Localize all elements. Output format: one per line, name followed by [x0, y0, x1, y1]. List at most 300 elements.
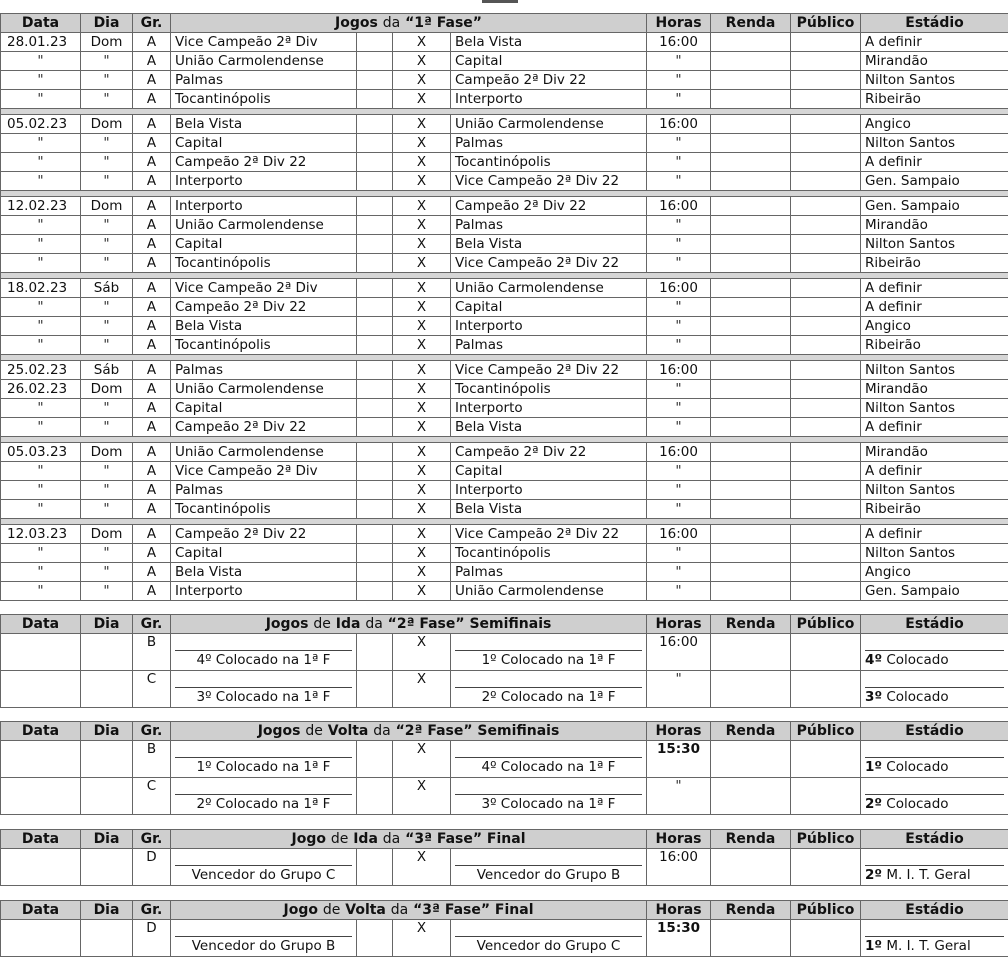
renda-value — [711, 336, 791, 355]
away-team: Interporto — [451, 481, 647, 500]
versus-mark: X — [393, 153, 451, 172]
publico-value — [791, 920, 861, 957]
phase1-title-part: Jogos — [335, 14, 378, 31]
match-group: A — [133, 500, 171, 519]
stadium-name: A definir — [861, 153, 1008, 172]
match-date: " — [1, 317, 81, 336]
spacer-cell — [357, 197, 393, 216]
spacer-cell — [357, 481, 393, 500]
spacer-cell — [357, 298, 393, 317]
match-day: " — [81, 317, 133, 336]
spacer-cell — [357, 380, 393, 399]
stadium-name: A definir — [861, 418, 1008, 437]
table-row — [1, 741, 1008, 778]
table-row — [1, 849, 1008, 886]
phase3-volta-title-part: da — [390, 901, 409, 918]
match-date: " — [1, 216, 81, 235]
match-group: D — [133, 920, 171, 957]
publico-value — [791, 399, 861, 418]
stadium-name: Mirandão — [861, 216, 1008, 235]
phase3-volta-title-part: Volta — [345, 901, 386, 918]
versus-mark: X — [393, 336, 451, 355]
versus-mark: X — [393, 778, 451, 815]
table-row — [1, 235, 1008, 254]
col-horas-header: Horas — [647, 615, 711, 634]
table-row — [1, 134, 1008, 153]
away-team: União Carmolendense — [451, 582, 647, 601]
match-date — [1, 920, 81, 957]
away-team: Palmas — [451, 134, 647, 153]
spacer-cell — [357, 279, 393, 298]
match-day: " — [81, 134, 133, 153]
away-team: Capital — [451, 462, 647, 481]
match-time: " — [647, 71, 711, 90]
phase2-ida-title-part: “2ª Fase” Semifinais — [387, 615, 552, 632]
match-day — [81, 920, 133, 957]
versus-mark: X — [393, 849, 451, 886]
phase2-ida-title-part: Ida — [335, 615, 361, 632]
match-group: B — [133, 634, 171, 671]
match-date: " — [1, 481, 81, 500]
phase2-ida-title — [171, 615, 647, 634]
col-gr-header: Gr. — [133, 14, 171, 33]
home-team: Tocantinópolis — [171, 500, 357, 519]
col-publico-header: Público — [791, 14, 861, 33]
match-time: " — [647, 778, 711, 815]
match-time: 16:00 — [647, 849, 711, 886]
home-team-cell — [171, 849, 357, 886]
col-gr-header: Gr. — [133, 722, 171, 741]
phase2-volta-title-part: de — [305, 722, 323, 739]
home-team: Vencedor do Grupo B — [175, 936, 352, 955]
col-horas-header: Horas — [647, 901, 711, 920]
match-date: 12.03.23 — [1, 525, 81, 544]
match-group: A — [133, 380, 171, 399]
renda-value — [711, 741, 791, 778]
col-horas-header: Horas — [647, 830, 711, 849]
phase2-ida-title-part: Jogos — [265, 615, 309, 632]
col-renda-header: Renda — [711, 14, 791, 33]
spacer-cell — [357, 115, 393, 134]
match-group: A — [133, 134, 171, 153]
match-date: " — [1, 336, 81, 355]
home-team: Bela Vista — [171, 115, 357, 134]
versus-mark: X — [393, 134, 451, 153]
spacer-cell — [357, 462, 393, 481]
versus-mark: X — [393, 115, 451, 134]
phase1-title-part: “1ª Fase” — [405, 14, 482, 31]
renda-value — [711, 153, 791, 172]
away-team-cell — [451, 849, 647, 886]
match-date: " — [1, 52, 81, 71]
phase2-volta-table — [0, 721, 1008, 815]
top-mark — [482, 0, 518, 3]
stadium-name: A definir — [861, 462, 1008, 481]
col-estadio-header: Estádio — [861, 615, 1008, 634]
stadium-label: Colocado — [882, 796, 949, 812]
col-gr-header: Gr. — [133, 615, 171, 634]
phase3-ida-title-part: Jogo — [291, 830, 326, 847]
match-day: Sáb — [81, 279, 133, 298]
match-time: 16:00 — [647, 33, 711, 52]
away-team: Vencedor do Grupo B — [455, 865, 642, 884]
publico-value — [791, 741, 861, 778]
away-team: Campeão 2ª Div 22 — [451, 443, 647, 462]
match-group: A — [133, 115, 171, 134]
renda-value — [711, 298, 791, 317]
versus-mark: X — [393, 216, 451, 235]
away-team: Capital — [451, 52, 647, 71]
match-group: A — [133, 582, 171, 601]
renda-value — [711, 481, 791, 500]
col-renda-header: Renda — [711, 830, 791, 849]
spacer-cell — [357, 544, 393, 563]
match-group: A — [133, 481, 171, 500]
stadium-name: Gen. Sampaio — [861, 172, 1008, 191]
match-time: 16:00 — [647, 115, 711, 134]
away-team: 4º Colocado na 1ª F — [455, 757, 642, 776]
match-time: " — [647, 235, 711, 254]
publico-value — [791, 544, 861, 563]
away-team: União Carmolendense — [451, 279, 647, 298]
stadium-name: Ribeirão — [861, 254, 1008, 273]
col-renda-header: Renda — [711, 615, 791, 634]
away-team: Interporto — [451, 317, 647, 336]
stadium-name — [865, 687, 1004, 706]
home-team: Palmas — [171, 481, 357, 500]
match-day: " — [81, 254, 133, 273]
match-date — [1, 634, 81, 671]
home-team: Capital — [171, 544, 357, 563]
versus-mark: X — [393, 741, 451, 778]
match-group: A — [133, 336, 171, 355]
phase3-volta-header-row — [1, 901, 1008, 920]
phase1-table — [0, 13, 1008, 601]
table-row — [1, 361, 1008, 380]
publico-value — [791, 361, 861, 380]
stadium-name: Gen. Sampaio — [861, 197, 1008, 216]
versus-mark: X — [393, 920, 451, 957]
match-day: " — [81, 399, 133, 418]
publico-value — [791, 298, 861, 317]
match-time: " — [647, 462, 711, 481]
home-team: Capital — [171, 235, 357, 254]
versus-mark: X — [393, 544, 451, 563]
renda-value — [711, 418, 791, 437]
publico-value — [791, 500, 861, 519]
table-row — [1, 317, 1008, 336]
match-group: A — [133, 71, 171, 90]
renda-value — [711, 399, 791, 418]
away-team: Tocantinópolis — [451, 153, 647, 172]
stadium-label: Colocado — [882, 759, 949, 775]
versus-mark: X — [393, 317, 451, 336]
match-day — [81, 671, 133, 708]
home-team: Capital — [171, 134, 357, 153]
match-time: " — [647, 153, 711, 172]
match-day — [81, 741, 133, 778]
renda-value — [711, 90, 791, 109]
stadium-name — [865, 794, 1004, 813]
stadium-name: A definir — [861, 298, 1008, 317]
versus-mark: X — [393, 462, 451, 481]
match-date: " — [1, 172, 81, 191]
match-time: " — [647, 254, 711, 273]
spacer-cell — [357, 443, 393, 462]
publico-value — [791, 90, 861, 109]
stadium-name: Angico — [861, 317, 1008, 336]
stadium-name: Nilton Santos — [861, 361, 1008, 380]
match-group: A — [133, 197, 171, 216]
match-group: A — [133, 462, 171, 481]
versus-mark: X — [393, 582, 451, 601]
match-date: 12.02.23 — [1, 197, 81, 216]
versus-mark: X — [393, 399, 451, 418]
match-group: A — [133, 443, 171, 462]
versus-mark: X — [393, 235, 451, 254]
spacer-cell — [357, 336, 393, 355]
match-group: A — [133, 279, 171, 298]
publico-value — [791, 462, 861, 481]
away-team: Campeão 2ª Div 22 — [451, 71, 647, 90]
away-team: Palmas — [451, 563, 647, 582]
versus-mark: X — [393, 197, 451, 216]
home-team: Palmas — [171, 71, 357, 90]
versus-mark: X — [393, 671, 451, 708]
away-team: Palmas — [451, 216, 647, 235]
renda-value — [711, 462, 791, 481]
stadium-label: Colocado — [882, 652, 949, 668]
match-group: C — [133, 671, 171, 708]
match-group: A — [133, 235, 171, 254]
spacer-cell — [357, 134, 393, 153]
stadium-name: Nilton Santos — [861, 481, 1008, 500]
home-team: 1º Colocado na 1ª F — [175, 757, 352, 776]
col-data-header: Data — [1, 14, 81, 33]
away-team: Bela Vista — [451, 418, 647, 437]
match-date: " — [1, 134, 81, 153]
table-row — [1, 671, 1008, 708]
home-team: Bela Vista — [171, 317, 357, 336]
phase3-ida-table — [0, 829, 1008, 886]
home-team: 2º Colocado na 1ª F — [175, 794, 352, 813]
away-team: Vice Campeão 2ª Div 22 — [451, 172, 647, 191]
renda-value — [711, 115, 791, 134]
match-date — [1, 741, 81, 778]
publico-value — [791, 33, 861, 52]
table-row — [1, 462, 1008, 481]
versus-mark: X — [393, 172, 451, 191]
match-day: Dom — [81, 443, 133, 462]
table-row — [1, 481, 1008, 500]
match-date: " — [1, 544, 81, 563]
versus-mark: X — [393, 298, 451, 317]
away-team-cell — [451, 778, 647, 815]
match-date: " — [1, 254, 81, 273]
phase1-title — [171, 14, 647, 33]
home-team: União Carmolendense — [171, 443, 357, 462]
match-time: " — [647, 399, 711, 418]
home-team: Tocantinópolis — [171, 254, 357, 273]
match-group: A — [133, 525, 171, 544]
table-row — [1, 544, 1008, 563]
col-gr-header: Gr. — [133, 830, 171, 849]
stadium-name: A definir — [861, 525, 1008, 544]
table-row — [1, 525, 1008, 544]
phase2-ida-header-row — [1, 615, 1008, 634]
table-row — [1, 418, 1008, 437]
match-day: " — [81, 481, 133, 500]
col-gr-header: Gr. — [133, 901, 171, 920]
publico-value — [791, 71, 861, 90]
spacer-cell — [357, 172, 393, 191]
publico-value — [791, 235, 861, 254]
stadium-rank: 1º — [865, 759, 883, 775]
match-time: 16:00 — [647, 443, 711, 462]
match-date: 18.02.23 — [1, 279, 81, 298]
away-team-cell — [451, 920, 647, 957]
phase3-volta-table — [0, 900, 1008, 957]
stadium-name: Nilton Santos — [861, 134, 1008, 153]
spacer-cell — [357, 90, 393, 109]
renda-value — [711, 920, 791, 957]
phase3-volta-title-part: “3ª Fase” Final — [413, 901, 534, 918]
match-time: " — [647, 380, 711, 399]
spacer-cell — [357, 500, 393, 519]
match-time: " — [647, 134, 711, 153]
match-group: A — [133, 399, 171, 418]
match-day: Dom — [81, 197, 133, 216]
versus-mark: X — [393, 418, 451, 437]
match-time: " — [647, 216, 711, 235]
away-team: Bela Vista — [451, 33, 647, 52]
match-group: C — [133, 778, 171, 815]
home-team: 3º Colocado na 1ª F — [175, 687, 352, 706]
publico-value — [791, 153, 861, 172]
col-dia-header: Dia — [81, 14, 133, 33]
spacer-cell — [357, 361, 393, 380]
match-day: Sáb — [81, 361, 133, 380]
publico-value — [791, 115, 861, 134]
table-row — [1, 172, 1008, 191]
versus-mark: X — [393, 279, 451, 298]
phase1-title-part: da — [382, 14, 401, 31]
match-day: Dom — [81, 525, 133, 544]
spacer-cell — [357, 317, 393, 336]
spacer-cell — [357, 525, 393, 544]
versus-mark: X — [393, 361, 451, 380]
spacer-cell — [357, 399, 393, 418]
stadium-name: Nilton Santos — [861, 71, 1008, 90]
match-time: 16:00 — [647, 197, 711, 216]
publico-value — [791, 172, 861, 191]
publico-value — [791, 418, 861, 437]
match-day: " — [81, 153, 133, 172]
match-date: 05.02.23 — [1, 115, 81, 134]
spacer-cell — [357, 254, 393, 273]
spacer-cell — [357, 849, 393, 886]
home-team: Capital — [171, 399, 357, 418]
stadium-name: Nilton Santos — [861, 235, 1008, 254]
match-time: 16:00 — [647, 279, 711, 298]
publico-value — [791, 671, 861, 708]
match-time: " — [647, 317, 711, 336]
phase3-volta-title-part: de — [322, 901, 341, 918]
match-time: 16:00 — [647, 634, 711, 671]
away-team: Interporto — [451, 399, 647, 418]
match-time: " — [647, 481, 711, 500]
stadium-name: Ribeirão — [861, 90, 1008, 109]
renda-value — [711, 500, 791, 519]
home-team-cell — [171, 671, 357, 708]
renda-value — [711, 134, 791, 153]
stadium-label: M. I. T. Geral — [882, 867, 971, 883]
versus-mark: X — [393, 90, 451, 109]
versus-mark: X — [393, 71, 451, 90]
away-team: 3º Colocado na 1ª F — [455, 794, 642, 813]
renda-value — [711, 197, 791, 216]
publico-value — [791, 254, 861, 273]
table-row — [1, 920, 1008, 957]
table-row — [1, 216, 1008, 235]
away-team: Bela Vista — [451, 500, 647, 519]
stadium-name: Mirandão — [861, 52, 1008, 71]
home-team: Tocantinópolis — [171, 336, 357, 355]
stadium-name: A definir — [861, 33, 1008, 52]
away-team: Bela Vista — [451, 235, 647, 254]
match-group: A — [133, 216, 171, 235]
away-team-cell — [451, 671, 647, 708]
publico-value — [791, 52, 861, 71]
col-data-header: Data — [1, 901, 81, 920]
col-renda-header: Renda — [711, 901, 791, 920]
renda-value — [711, 52, 791, 71]
renda-value — [711, 254, 791, 273]
spacer-cell — [357, 216, 393, 235]
match-group: A — [133, 153, 171, 172]
away-team: Vice Campeão 2ª Div 22 — [451, 525, 647, 544]
match-time: " — [647, 336, 711, 355]
match-date: " — [1, 462, 81, 481]
match-date: " — [1, 582, 81, 601]
versus-mark: X — [393, 33, 451, 52]
versus-mark: X — [393, 52, 451, 71]
col-publico-header: Público — [791, 830, 861, 849]
stadium-name: Ribeirão — [861, 336, 1008, 355]
col-estadio-header: Estádio — [861, 14, 1008, 33]
phase3-ida-title-part: Ida — [353, 830, 378, 847]
match-date — [1, 849, 81, 886]
stadium-cell — [861, 741, 1008, 778]
renda-value — [711, 279, 791, 298]
versus-mark: X — [393, 380, 451, 399]
home-team: Interporto — [171, 582, 357, 601]
col-horas-header: Horas — [647, 14, 711, 33]
phase3-volta-title-part: Jogo — [283, 901, 318, 918]
home-team: Campeão 2ª Div 22 — [171, 153, 357, 172]
phase2-ida-title-part: de — [313, 615, 331, 632]
table-row — [1, 778, 1008, 815]
table-row — [1, 153, 1008, 172]
renda-value — [711, 671, 791, 708]
table-row — [1, 33, 1008, 52]
col-dia-header: Dia — [81, 722, 133, 741]
publico-value — [791, 279, 861, 298]
match-date — [1, 671, 81, 708]
match-day: Dom — [81, 380, 133, 399]
phase2-volta-title-part: Jogos — [257, 722, 301, 739]
away-team: 2º Colocado na 1ª F — [455, 687, 642, 706]
